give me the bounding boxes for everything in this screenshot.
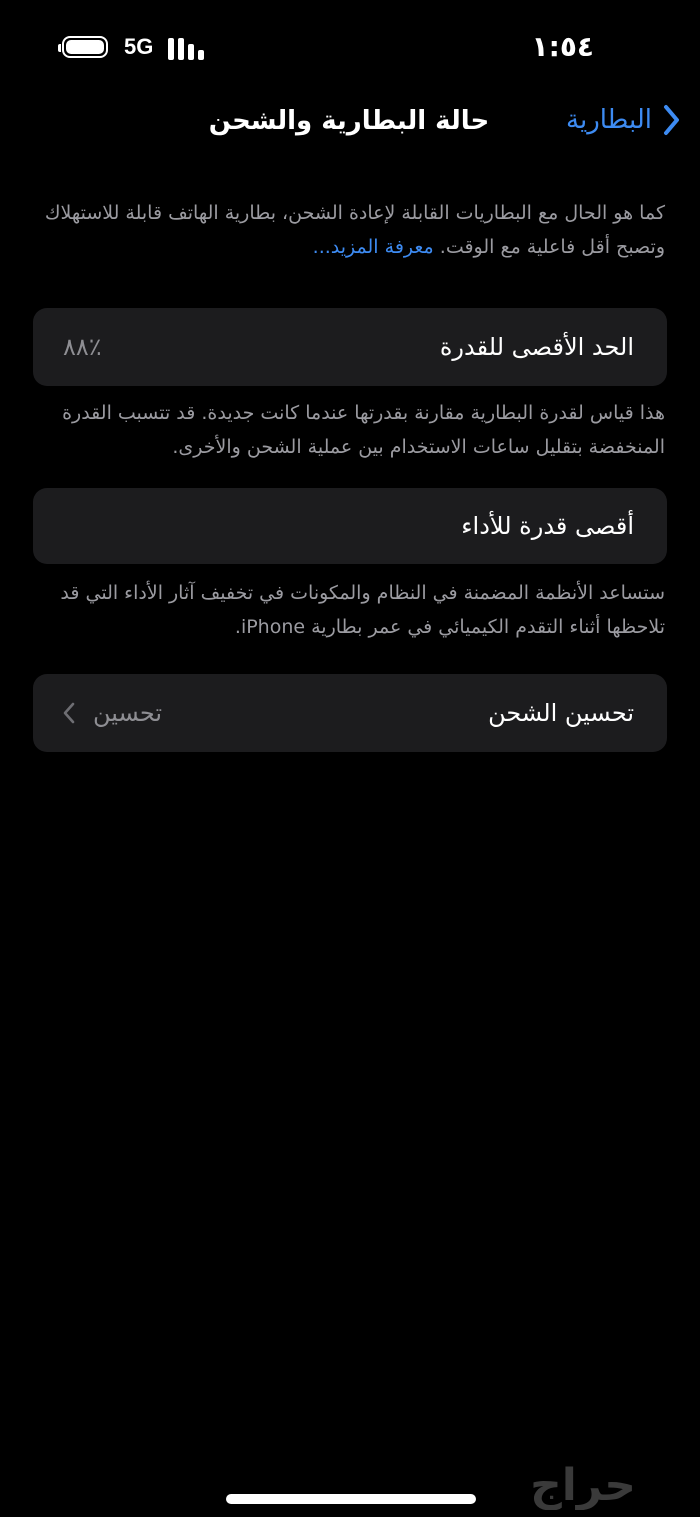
back-button[interactable]	[566, 104, 680, 136]
peak-performance-footnote: ستساعد الأنظمة المضمنة في النظام والمكونات في تخفيف آثار الأداء التي قد تلاحظها أثناء التقدم الكيميائي في عمر بطارية iPhone.	[60, 582, 665, 638]
home-indicator[interactable]	[226, 1494, 476, 1504]
haraj-watermark-logo	[478, 1460, 688, 1510]
signal-bars-icon	[168, 36, 208, 60]
charging-optimization-label: تحسين الشحن	[488, 699, 634, 727]
learn-more-link[interactable]: معرفة المزيد...	[312, 236, 434, 258]
max-capacity-footnote: هذا قياس لقدرة البطارية مقارنة بقدرتها عندما كانت جديدة. قد تتسبب القدرة المنخفضة بتقليل ساعات الاستخدام بين عملية الشحن والأخرى.	[62, 402, 665, 458]
intro-text	[33, 196, 665, 264]
battery-health-content	[33, 196, 667, 752]
charging-optimization-selector[interactable]	[63, 699, 162, 727]
max-capacity-row	[33, 308, 667, 386]
charging-optimization-value: تحسين	[93, 699, 163, 727]
back-label: البطارية	[566, 105, 652, 135]
intro-description: كما هو الحال مع البطاريات القابلة لإعادة الشحن، بطارية الهاتف قابلة للاستهلاك وتصبح أقل فاعلية مع الوقت.	[44, 202, 665, 258]
page-title: حالة البطارية والشحن	[208, 106, 490, 136]
max-capacity-value: ٪٨٨	[63, 333, 102, 361]
peak-performance-label: أقصى قدرة للأداء	[461, 512, 634, 540]
max-capacity-label: الحد الأقصى للقدرة	[439, 333, 634, 361]
network-type: 5G	[124, 34, 154, 59]
peak-performance-row	[33, 488, 667, 564]
charging-optimization-row[interactable]	[33, 674, 667, 752]
svg-text:حراج: حراج	[530, 1460, 636, 1510]
status-time: ١:٥٤	[531, 30, 594, 63]
battery-icon	[62, 36, 108, 58]
status-bar	[0, 26, 700, 70]
chevron-left-icon	[63, 702, 75, 724]
navigation-bar	[0, 100, 700, 148]
chevron-left-icon	[662, 104, 680, 136]
